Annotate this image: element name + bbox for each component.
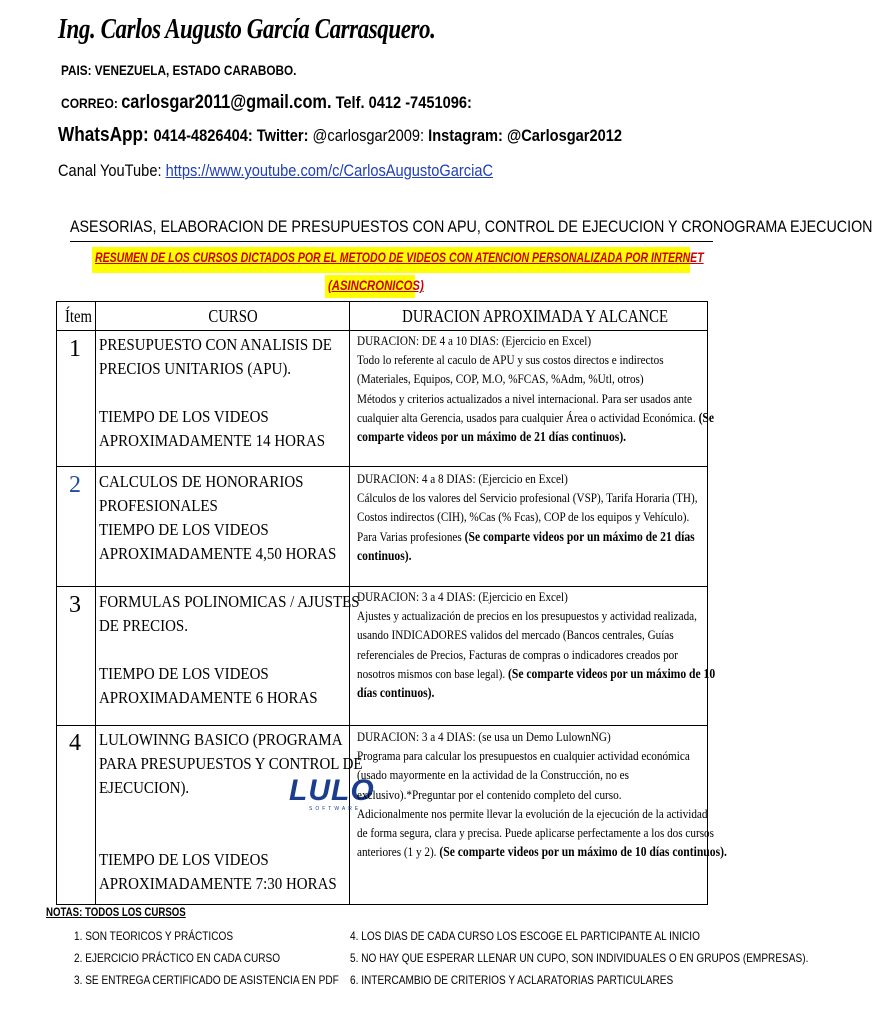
instagram-handle: Instagram: @Carlosgar2012 bbox=[428, 126, 623, 145]
course-duration: DURACION: 3 a 4 DIAS: (se usa un Demo LulownNG) Programa para calcular los presupuestos en cualquier actividad económica (usado mayormente en la actividad de la Construcción, no es exclusivo).*Preguntar por el contenido completo del curso. Adicionalmente nos permite llevar la evolución de la ejecución de la actividad de forma segura, clara y precisa. Puede aplicarse perfectamente a los dos cursos anteriores (1 y 2). (Se comparte videos por un máximo de 10 días continuos). bbox=[357, 729, 727, 860]
header-item: Ítem bbox=[64, 306, 93, 326]
note-item: 5. NO HAY QUE ESPERAR LLENAR UN CUPO, SON INDIVIDUALES O EN GRUPOS (EMPRESAS). bbox=[350, 951, 809, 965]
email-address[interactable]: carlosgar2011@gmail.com. bbox=[121, 92, 332, 113]
youtube-label: Canal YouTube: bbox=[58, 161, 166, 180]
course-name: PRESUPUESTO CON ANALISIS DE PRECIOS UNITARIOS (APU). TIEMPO DE LOS VIDEOS APROXIMADAMENTE 14 HORAS bbox=[99, 335, 332, 450]
whatsapp-label: WhatsApp: bbox=[58, 124, 154, 146]
item-number: 4 bbox=[69, 730, 81, 756]
social-line bbox=[58, 124, 622, 147]
summary-title: RESUMEN DE LOS CURSOS DICTADOS POR EL METODO DE VIDEOS CON ATENCION PERSONALIZADA POR INTERNET bbox=[95, 250, 704, 265]
course-name: LULOWINNG BASICO (PROGRAMA PARA PRESUPUESTOS Y CONTROL DE EJECUCION). TIEMPO DE LOS VIDEOS APROXIMADAMENTE 7:30 HORAS bbox=[99, 730, 363, 893]
note-item: 4. LOS DIAS DE CADA CURSO LOS ESCOGE EL PARTICIPANTE AL INICIO bbox=[350, 929, 700, 943]
note-item: 2. EJERCICIO PRÁCTICO EN CADA CURSO bbox=[74, 951, 281, 965]
whatsapp-number: 0414-4826404: Twitter: bbox=[153, 126, 309, 145]
services-title: ASESORIAS, ELABORACION DE PRESUPUESTOS CON APU, CONTROL DE EJECUCION Y CRONOGRAMA EJECUCION bbox=[70, 217, 873, 236]
row-divider bbox=[57, 466, 707, 467]
email-label: CORREO: bbox=[61, 95, 122, 111]
lulo-software-logo: LULO SOFTWARE bbox=[289, 774, 375, 812]
youtube-link[interactable]: https://www.youtube.com/c/CarlosAugustoGarciaC bbox=[165, 161, 494, 180]
twitter-handle: @carlosgar2009: bbox=[308, 126, 429, 145]
row-divider bbox=[57, 725, 707, 726]
youtube-line bbox=[58, 161, 493, 181]
courses-table bbox=[56, 301, 727, 905]
course-duration: DURACION: DE 4 a 10 DIAS: (Ejercicio en Excel) Todo lo referente al caculo de APU y sus costos directos e indirectos (Materiales, Equipos, COP, M.O, %FCAS, %Adm, %Utl, otros) Métodos y criterios actualizados a nivel internacional. Para ser usados ante cualquier alta Gerencia, usados para cualquier Área o actividad Económica. (Se comparte videos por un máximo de 21 días continuos). bbox=[357, 333, 715, 445]
notes-title: NOTAS: TODOS LOS CURSOS bbox=[46, 907, 186, 919]
col-divider-1 bbox=[95, 302, 96, 904]
header-duracion: DURACION APROXIMADA Y ALCANCE bbox=[402, 306, 669, 326]
note-item: 6. INTERCAMBIO DE CRITERIOS Y ACLARATORIAS PARTICULARES bbox=[350, 973, 674, 987]
services-underline bbox=[70, 241, 713, 242]
item-number: 1 bbox=[69, 336, 81, 362]
item-number: 3 bbox=[69, 592, 81, 618]
course-name: CALCULOS DE HONORARIOS PROFESIONALES TIEMPO DE LOS VIDEOS APROXIMADAMENTE 4,50 HORAS bbox=[99, 472, 337, 563]
summary-subtitle: (ASINCRONICOS) bbox=[328, 278, 424, 293]
phone-number: Telf. 0412 -7451096: bbox=[331, 93, 472, 112]
item-number: 2 bbox=[69, 472, 81, 498]
note-item: 1. SON TEORICOS Y PRÁCTICOS bbox=[74, 929, 234, 943]
email-line bbox=[61, 92, 472, 114]
course-name: FORMULAS POLINOMICAS / AJUSTES DE PRECIOS. TIEMPO DE LOS VIDEOS APROXIMADAMENTE 6 HORAS bbox=[99, 592, 360, 707]
course-duration: DURACION: 3 a 4 DIAS: (Ejercicio en Excel) Ajustes y actualización de precios en los presupuestos y actividad realizada, usando INDICADORES validos del mercado (Bancos centrales, Guías referenciales de Precios, Facturas de compras o indicadores creados por nosotros mismos con base legal). (Se comparte videos por un máximo de 10 días continuos). bbox=[357, 589, 716, 701]
course-duration: DURACION: 4 a 8 DIAS: (Ejercicio en Excel) Cálculos de los valores del Servicio profesional (VSP), Tarifa Horaria (TH), Costos indirectos (CIH), %Cas (% Fcas), COP de los equipos y Vehículo). Para Varias profesiones (Se comparte videos por un máximo de 21 días continuos). bbox=[357, 471, 698, 563]
author-name: Ing. Carlos Augusto García Carrasquero. bbox=[58, 14, 436, 45]
note-item: 3. SE ENTREGA CERTIFICADO DE ASISTENCIA EN PDF bbox=[74, 973, 339, 987]
country-line: PAIS: VENEZUELA, ESTADO CARABOBO. bbox=[61, 62, 297, 78]
header-curso: CURSO bbox=[208, 306, 258, 326]
